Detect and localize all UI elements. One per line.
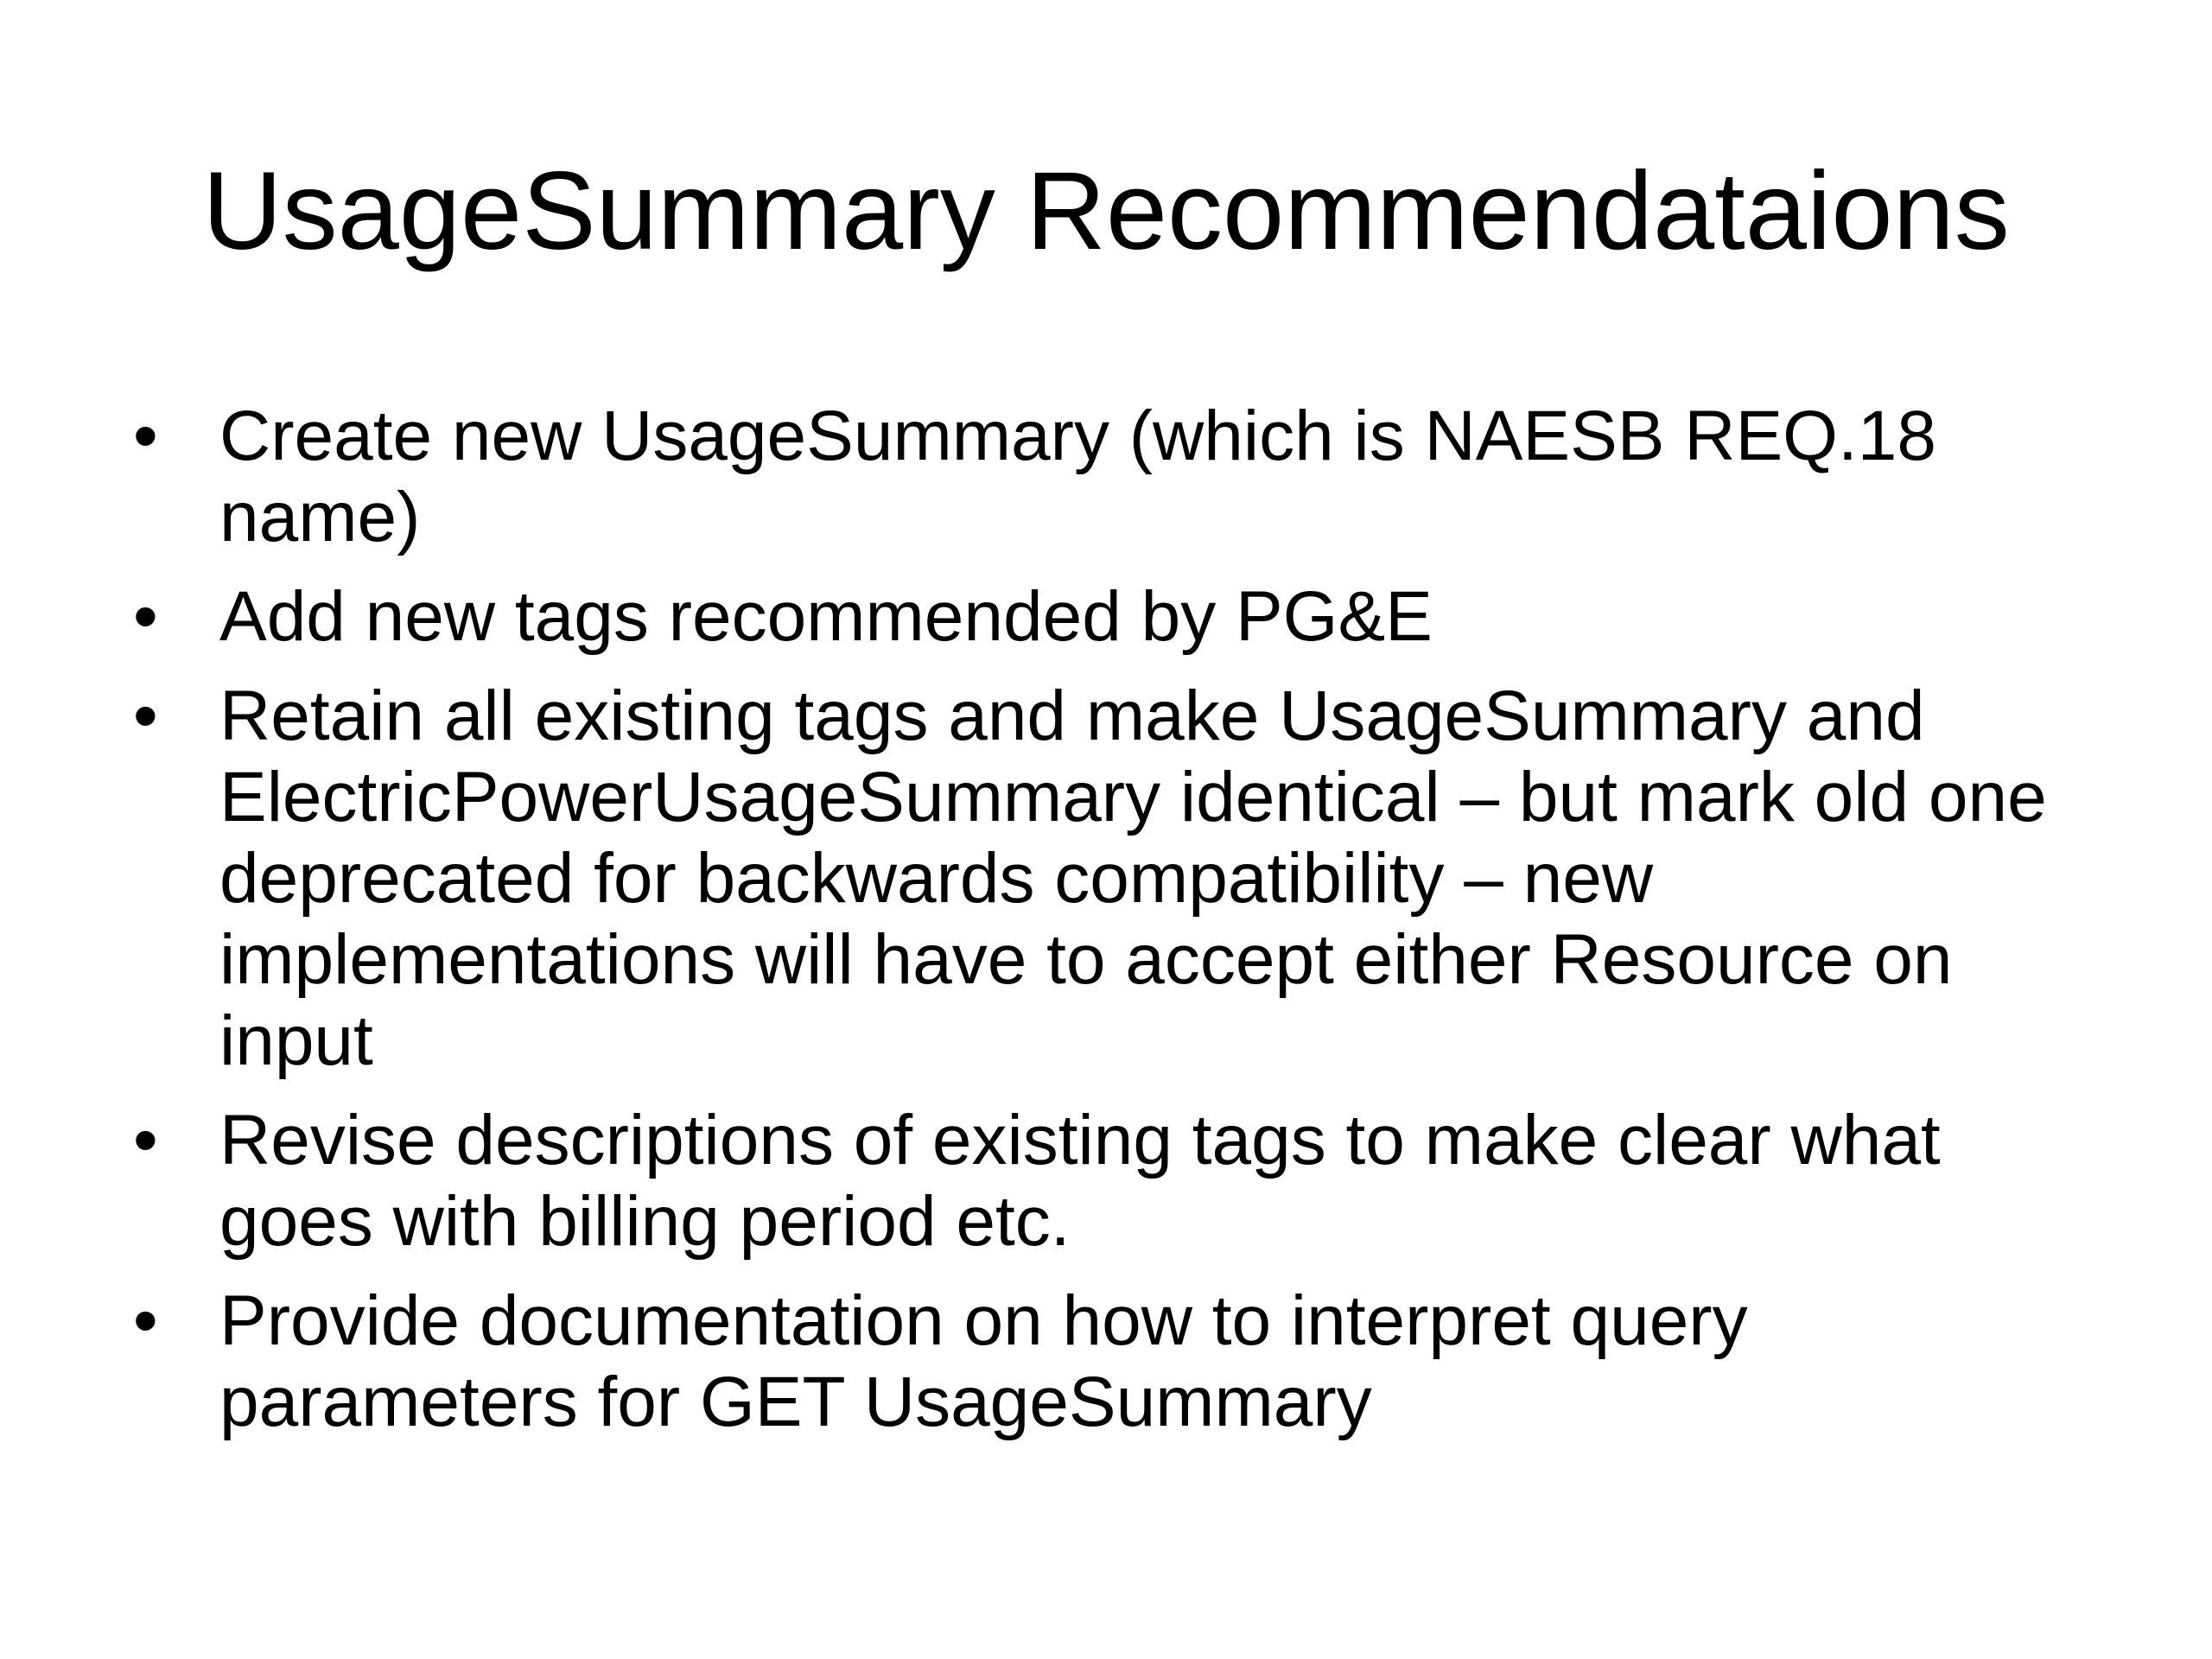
bullet-dot-icon: • — [133, 1101, 158, 1179]
bullet-dot-icon: • — [133, 577, 158, 656]
bullet-dot-icon: • — [133, 397, 158, 475]
bullet-dot-icon: • — [133, 677, 158, 755]
bullet-text: Provide documentation on how to interpret query parameters for GET UsageSummary — [219, 1281, 1748, 1441]
bullet-item — [130, 676, 2082, 1082]
bullet-item — [130, 396, 2082, 558]
bullet-item — [130, 1100, 2082, 1262]
bullet-text: Revise descriptions of existing tags to make clear what goes with billing period etc. — [219, 1101, 1941, 1261]
slide-title: UsageSummary Recommendataions — [202, 149, 2010, 273]
bullet-dot-icon: • — [133, 1281, 158, 1360]
bullet-text: Add new tags recommended by PG&E — [219, 577, 1433, 656]
bullet-text: Retain all existing tags and make UsageSummary and ElectricPowerUsageSummary identical – but mark old one deprecated for backwards compatibility – new implementations will have to accept either Resource on input — [219, 677, 2047, 1080]
bullet-list — [130, 396, 2082, 1461]
bullet-item — [130, 1281, 2082, 1443]
bullet-item — [130, 576, 2082, 658]
bullet-text: Create new UsageSummary (which is NAESB REQ.18 name) — [219, 397, 1936, 556]
